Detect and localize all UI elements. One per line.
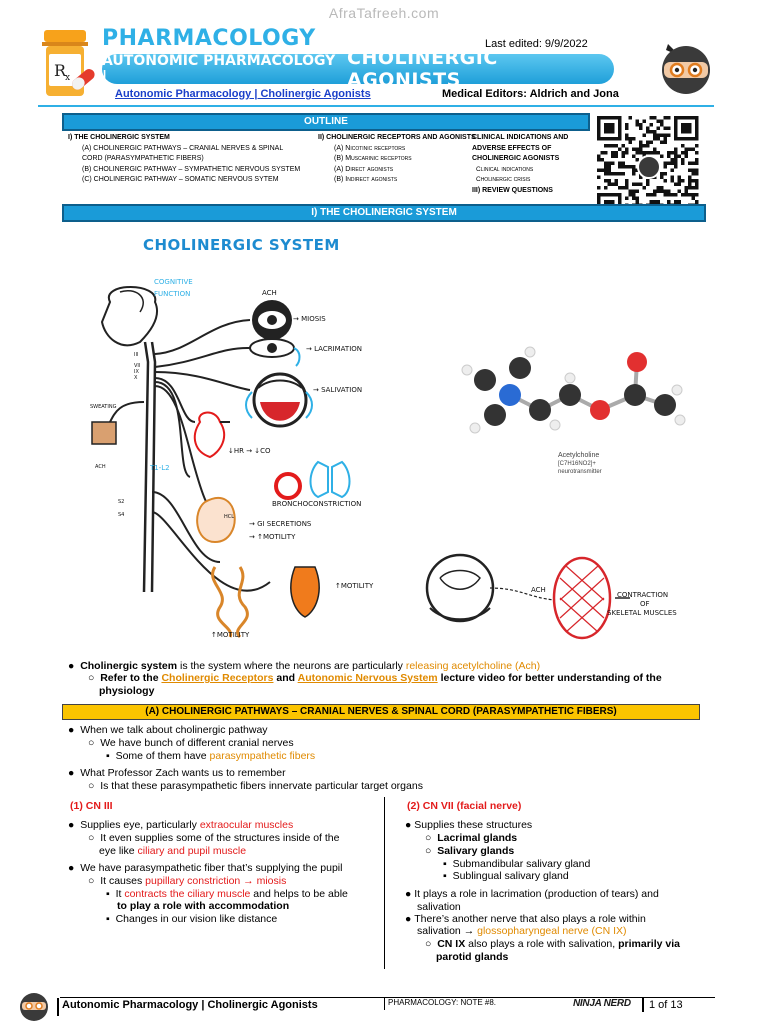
medical-editors: Medical Editors: Aldrich and Jona (442, 88, 619, 100)
cn3-heading: (1) CN III (70, 800, 113, 812)
cn7-line: salivation → glossopharyngeal nerve (CN IX) (417, 925, 627, 937)
label-cn3: III (134, 352, 139, 358)
label-bladder-motility: ↑MOTILITY (335, 582, 374, 590)
molecule-formula: [C7H16NO2]+ (558, 461, 596, 467)
link-cholinergic-receptors[interactable]: Cholinergic Receptors (161, 672, 274, 684)
label-hr-co: ↓HR → ↓CO (228, 447, 271, 455)
cn3-line: ○ It causes pupillary constriction → miosis (88, 875, 287, 887)
ninja-nerd-logo: NINJA NERD (573, 998, 631, 1009)
label-contraction-2: OF (640, 600, 650, 608)
cn7-line: ● There’s another nerve that also plays a role within (405, 913, 646, 925)
outline-item[interactable]: (C) CHOLINERGIC PATHWAY – SOMATIC NERVOUS SYTEM (82, 176, 279, 183)
cn7-line: ● Supplies these structures (405, 819, 533, 831)
cn3-line: ▪ Changes in our vision like distance (106, 913, 278, 925)
bullet-pathway: ● When we talk about cholinergic pathway (68, 724, 268, 736)
cn3-line: ▪ It contracts the ciliary muscle and helps to be able (106, 888, 348, 900)
label-s2: S2 (118, 499, 125, 505)
outline-item[interactable]: CORD (PARASYMPATHETIC FIBERS) (82, 155, 204, 162)
title-banner (102, 47, 614, 91)
label-t1-l2: T1-L2 (150, 464, 170, 472)
molecule-caption: neurotransmitter (558, 469, 602, 475)
label-intestine-motility: ↑MOTILITY (211, 631, 250, 639)
bullet-refer: ○ Refer to the Cholinergic Receptors and Autonomic Nervous System lecture video for better understanding of the (88, 672, 662, 684)
label-lacrimation: → LACRIMATION (306, 345, 363, 353)
footer-sep-2 (642, 998, 644, 1012)
outline-item[interactable]: Cholinergic crisis (476, 176, 531, 183)
label-miosis: → MIOSIS (293, 315, 326, 323)
label-ach-sweat: ACH (95, 464, 106, 470)
outline-item[interactable]: (A) Nicotinic receptors (334, 144, 406, 152)
outline-item[interactable]: (B) Muscarinic receptors (334, 155, 412, 162)
molecule-name: Acetylcholine (558, 452, 600, 459)
outline-item[interactable]: Clinical indications (476, 165, 534, 173)
outline-item[interactable]: ADVERSE EFFECTS OF (472, 144, 552, 152)
bullet-refer-cont: physiology (99, 685, 155, 697)
cn7-line: ● It plays a role in lacrimation (production of tears) and (405, 888, 659, 900)
section-header-cholinergic-system: I) THE CHOLINERGIC SYSTEM (62, 204, 706, 222)
banner-right: CHOLINERGIC AGONISTS (347, 47, 498, 91)
cn7-line: ▪ Submandibular salivary gland (443, 858, 591, 870)
footer-sep (384, 998, 385, 1010)
link-autonomic-nervous-system[interactable]: Autonomic Nervous System (297, 672, 438, 684)
label-gi-secretions: → GI SECRETIONS (249, 520, 312, 528)
outline-col-1 (68, 133, 318, 186)
cn7-line: ▪ Sublingual salivary gland (443, 870, 569, 882)
label-salivation: → SALIVATION (313, 386, 363, 394)
page-number: 1 of 13 (649, 999, 683, 1011)
footer-title: Autonomic Pharmacology | Cholinergic Agonists (62, 999, 318, 1011)
bullet-remember: ● What Professor Zach wants us to remember (68, 767, 286, 779)
label-cn10: X (134, 375, 138, 381)
cn7-line: ○ Salivary glands (425, 845, 515, 857)
ninja-footer-icon (16, 990, 52, 1022)
cn3-line: ● We have parasympathetic fiber that’s supplying the pupil (68, 862, 343, 874)
outline-item[interactable]: (A) Direct agonists (334, 165, 394, 173)
column-divider (384, 797, 385, 969)
bullet-parasym: ▪ Some of them have parasympathetic fibers (106, 750, 316, 762)
bullet-cranial: ○ We have bunch of different cranial nerves (88, 737, 294, 749)
outline-col-3 (472, 133, 592, 196)
label-ach-top: ACH (262, 289, 277, 297)
subtitle-link[interactable]: Autonomic Pharmacology | Cholinergic Agonists (115, 88, 371, 100)
label-sweating: SWEATING (90, 404, 117, 410)
acetylcholine-molecule (455, 340, 695, 450)
cn3-line: eye like ciliary and pupil muscle (99, 845, 247, 857)
label-cognitive: COGNITIVE (154, 278, 193, 286)
section-a-header: (A) CHOLINERGIC PATHWAYS – CRANIAL NERVES & SPINAL CORD (PARASYMPATHETIC FIBERS) (62, 704, 700, 720)
label-function: FUNCTION (154, 290, 191, 298)
outline-item[interactable]: (A) CHOLINERGIC PATHWAYS – CRANIAL NERVES & SPINAL (82, 144, 284, 152)
label-cn9: IX (134, 369, 139, 375)
cholinergic-system-diagram (80, 262, 380, 652)
label-contraction-1: CONTRACTION (617, 591, 669, 599)
cn7-line: ○ Lacrimal glands (425, 832, 518, 844)
cn7-line: ○ CN IX also plays a role with salivation, primarily via (425, 938, 680, 950)
bullet-cholinergic-system: ● Cholinergic system is the system where the neurons are particularly releasing acetylcholine (Ach) (68, 660, 541, 672)
label-cn7: VII (134, 363, 141, 369)
outline-header: OUTLINE (62, 113, 590, 131)
ninja-mascot-icon (658, 40, 714, 96)
cn3-line: ○ It even supplies some of the structures inside of the (88, 832, 340, 844)
skeletal-muscle-diagram (420, 548, 700, 653)
last-edited: Last edited: 9/9/2022 (485, 38, 588, 50)
label-hcl: HCL (224, 514, 235, 520)
cn7-line: salivation (417, 901, 461, 913)
footer-bar (57, 998, 59, 1016)
cn3-line: ● Supplies eye, particularly extraocular muscles (68, 819, 294, 831)
label-s4: S4 (118, 512, 125, 518)
banner-left: AUTONOMIC PHARMACOLOGY | (102, 53, 336, 85)
outline-item[interactable]: CLINICAL INDICATIONS AND (472, 134, 569, 141)
bullet-innervate: ○ Is that these parasympathetic fibers innervate particular target organs (88, 780, 423, 792)
outline-item[interactable]: (B) Indirect agonists (334, 176, 398, 183)
cn7-heading: (2) CN VII (facial nerve) (407, 800, 522, 812)
outline-col-2 (318, 133, 488, 186)
footer-note: PHARMACOLOGY: NOTE #8. (388, 998, 497, 1007)
header-divider (38, 105, 714, 107)
cn7-line: parotid glands (436, 951, 509, 963)
svg-text:R: R (54, 61, 67, 80)
rx-bottle-logo (40, 28, 100, 100)
label-ach-muscle: ACH (531, 586, 546, 594)
outline-item[interactable]: III) REVIEW QUESTIONS (472, 186, 553, 194)
outline-item[interactable]: I) THE CHOLINERGIC SYSTEM (68, 134, 170, 141)
label-contraction-3: SKELETAL MUSCLES (607, 609, 677, 617)
label-bronchoconstriction: BRONCHOCONSTRICTION (272, 500, 362, 508)
outline-item[interactable]: (B) CHOLINERGIC PATHWAY – SYMPATHETIC NERVOUS SYSTEM (82, 165, 301, 173)
svg-text:x: x (65, 73, 71, 83)
outline-item[interactable]: II) CHOLINERGIC RECEPTORS AND AGONISTS (318, 134, 476, 141)
outline-item[interactable]: CHOLINERGIC AGONISTS (472, 155, 560, 162)
label-gi-motility: → ↑MOTILITY (249, 533, 296, 541)
figure-title: CHOLINERGIC SYSTEM (143, 236, 340, 254)
watermark: AfraTafreeh.com (328, 5, 440, 21)
brand-title: PHARMACOLOGY (102, 26, 316, 51)
cn3-line: to play a role with accommodation (117, 900, 290, 912)
